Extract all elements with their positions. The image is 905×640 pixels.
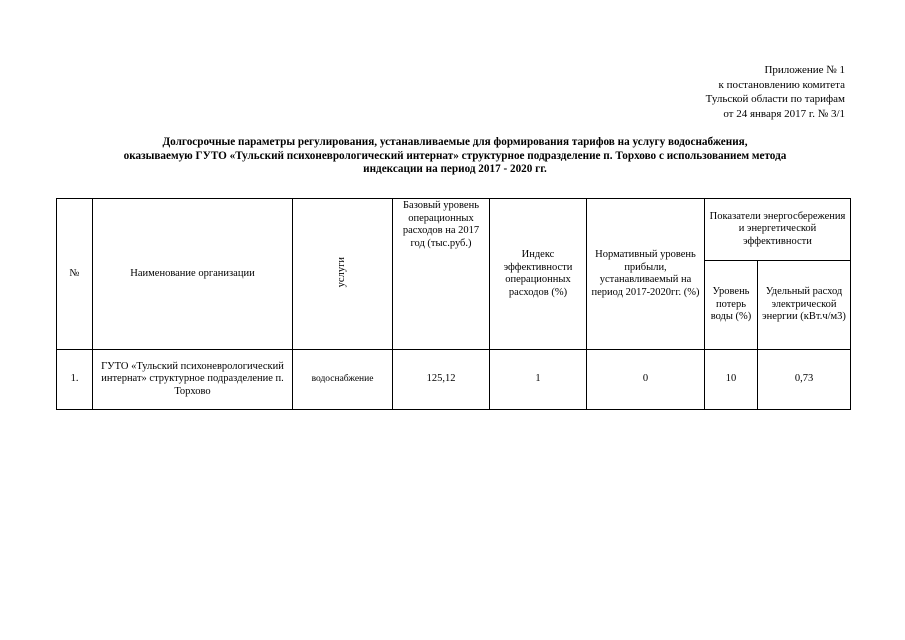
appendix-line-4: от 24 января 2017 г. № 3/1 bbox=[723, 107, 845, 120]
cell-electricity: 0,73 bbox=[758, 350, 851, 410]
title-line-1: Долгосрочные параметры регулирования, устанавливаемые для формирования тарифов на услугу водоснабжения, bbox=[162, 136, 748, 148]
cell-efficiency-index: 1 bbox=[490, 350, 587, 410]
appendix-line-3: Тульской области по тарифам bbox=[705, 93, 845, 105]
cell-water-loss: 10 bbox=[705, 350, 758, 410]
title-line-3: индексации на период 2017 - 2020 гг. bbox=[363, 163, 547, 175]
cell-org-name: ГУТО «Тульский психоневрологический интернат» структурное подразделение п. Торхово bbox=[93, 350, 293, 410]
appendix-block bbox=[706, 63, 845, 121]
cell-num: 1. bbox=[57, 350, 93, 410]
appendix-line-2: к постановлению комитета bbox=[718, 78, 845, 91]
header-efficiency-index: Индекс эффективности операционных расходов (%) bbox=[490, 199, 587, 350]
appendix-line-1: Приложение № 1 bbox=[764, 64, 845, 76]
cell-normative-profit: 0 bbox=[587, 350, 705, 410]
cell-base-level: 125,12 bbox=[393, 350, 490, 410]
table-row bbox=[57, 350, 851, 410]
header-electricity: Удельный расход электрической энергии (кВт.ч/м3) bbox=[758, 261, 851, 350]
header-service-label: услуги bbox=[336, 256, 348, 287]
document-title bbox=[60, 136, 850, 177]
header-base-level: Базовый уровень операционных расходов на 2017 год (тыс.руб.) bbox=[393, 199, 490, 350]
header-org-name: Наименование организации bbox=[93, 199, 293, 350]
header-service bbox=[293, 199, 393, 350]
cell-service: водоснабжение bbox=[293, 350, 393, 410]
header-num: № bbox=[57, 199, 93, 350]
title-line-2: оказываемую ГУТО «Тульский психоневрологический интернат» структурное подразделение п. Торхово с использованием метода bbox=[123, 149, 787, 162]
header-water-loss: Уровень потерь воды (%) bbox=[705, 261, 758, 350]
header-energy-group: Показатели энергосбережения и энергетической эффективности bbox=[705, 199, 851, 261]
parameters-table bbox=[56, 198, 851, 410]
header-normative-profit: Нормативный уровень прибыли, устанавливаемый на период 2017-2020гг. (%) bbox=[587, 199, 705, 350]
